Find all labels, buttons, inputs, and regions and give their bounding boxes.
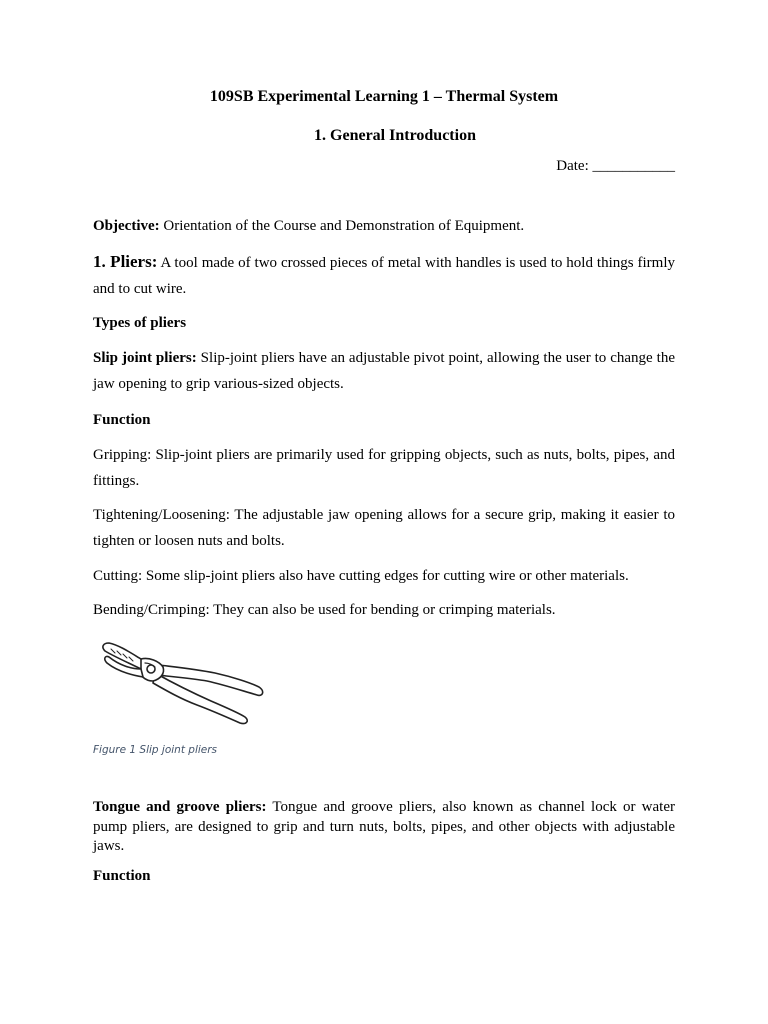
tongue-groove-paragraph [93,798,675,857]
date-field: Date: ___________ [556,158,675,174]
slip-joint-label: Slip joint pliers: [93,350,197,366]
objective-text: Orientation of the Course and Demonstration of Equipment. [159,218,525,234]
function-item: Tightening/Loosening: The adjustable jaw opening allows for a secure grip, making it easier to tighten or loosen nuts and bolts. [93,507,675,549]
types-heading-text: Types of pliers [93,315,187,331]
objective-label: Objective: [93,218,160,234]
function-heading [93,407,675,433]
function-heading-text: Function [93,412,151,428]
slip-joint-text: Slip-joint pliers have an adjustable pivot point, allowing the user to change the jaw opening to grip various-sized objects. [93,350,675,392]
pliers-illustration-icon [93,635,271,727]
types-heading [93,310,675,336]
function-item: Cutting: Some slip-joint pliers also have cutting edges for cutting wire or other materials. [93,568,629,584]
function-heading [93,863,675,889]
function-item: Bending/Crimping: They can also be used for bending or crimping materials. [93,602,556,618]
section-heading: 1. General Introduction [314,127,476,144]
pliers-text: A tool made of two crossed pieces of metal with handles is used to hold things firmly and to cut wire. [93,255,675,297]
function-heading-text: Function [93,868,151,884]
pliers-paragraph [93,249,675,302]
tongue-groove-label: Tongue and groove pliers: [93,799,267,815]
pliers-label: 1. Pliers: [93,252,158,271]
slip-joint-pliers-figure [93,635,271,727]
slip-joint-paragraph [93,345,675,397]
figure-caption: Figure 1 Slip joint pliers [93,744,218,756]
objective-paragraph [93,213,675,239]
document-title: 109SB Experimental Learning 1 – Thermal System [209,88,559,105]
function-item: Gripping: Slip-joint pliers are primarily used for gripping objects, such as nuts, bolts, pipes, and fittings. [93,447,675,489]
tongue-groove-text: Tongue and groove pliers, also known as channel lock or water pump pliers, are designed to grip and turn nuts, bolts, pipes, and other objects with adjustable jaws. [93,799,675,854]
